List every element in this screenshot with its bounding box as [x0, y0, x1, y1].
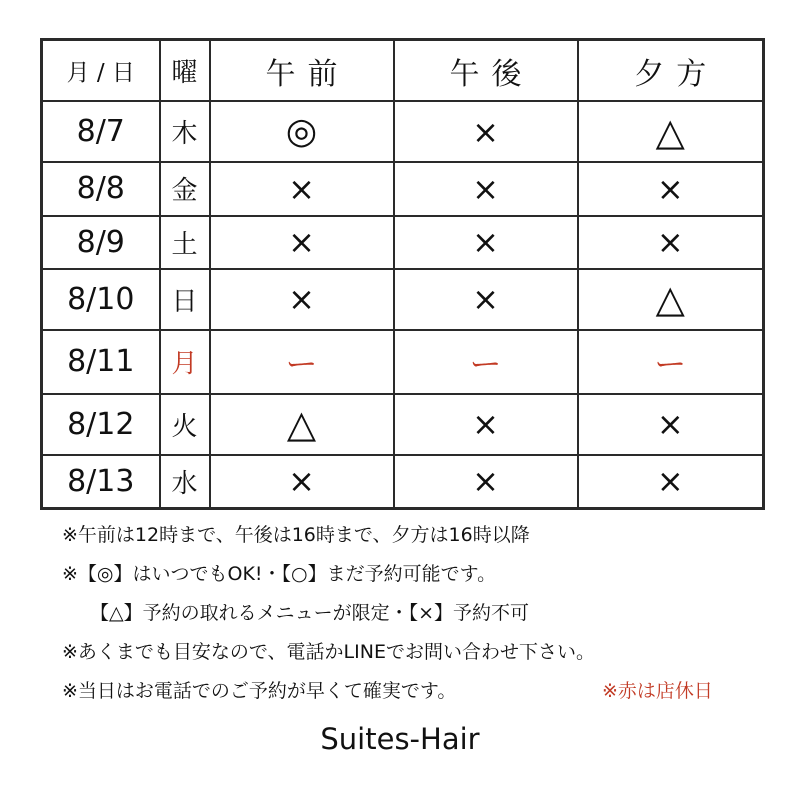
- afternoon-availability: ×: [394, 216, 578, 269]
- morning-availability: ×: [210, 269, 394, 330]
- table-header-row: [42, 40, 764, 102]
- evening-availability: ー: [578, 330, 764, 394]
- note-time-ranges: ※午前は12時まで、午後は16時まで、夕方は16時以降: [62, 524, 530, 546]
- evening-availability: △: [578, 269, 764, 330]
- row-date: 8/9: [42, 216, 160, 269]
- reservation-schedule-table: [40, 38, 765, 510]
- morning-availability: ×: [210, 162, 394, 215]
- evening-availability: ×: [578, 216, 764, 269]
- row-date: 8/11: [42, 330, 160, 394]
- afternoon-availability: ×: [394, 269, 578, 330]
- afternoon-availability: ×: [394, 162, 578, 215]
- row-date: 8/7: [42, 101, 160, 162]
- morning-availability: ×: [210, 216, 394, 269]
- row-day-of-week: 土: [160, 216, 210, 269]
- notes-section: [62, 516, 762, 711]
- table-row: [42, 216, 764, 269]
- row-day-of-week: 火: [160, 394, 210, 455]
- salon-name: Suites-Hair: [320, 722, 480, 756]
- note-same-day-text: ※当日はお電話でのご予約が早くて確実です。: [62, 680, 457, 702]
- table-row: [42, 101, 764, 162]
- morning-availability: △: [210, 394, 394, 455]
- row-day-of-week: 月: [160, 330, 210, 394]
- header-day-of-week: 曜: [160, 40, 210, 102]
- afternoon-availability: ×: [394, 394, 578, 455]
- row-date: 8/12: [42, 394, 160, 455]
- evening-availability: △: [578, 101, 764, 162]
- header-date: 月 / 日: [42, 40, 160, 102]
- row-date: 8/13: [42, 455, 160, 509]
- header-evening: 夕方: [578, 40, 764, 102]
- header-morning: 午前: [210, 40, 394, 102]
- table-row: [42, 162, 764, 215]
- afternoon-availability: ×: [394, 455, 578, 509]
- row-date: 8/8: [42, 162, 160, 215]
- table-row-closed-day: [42, 330, 764, 394]
- row-day-of-week: 木: [160, 101, 210, 162]
- afternoon-availability: ×: [394, 101, 578, 162]
- morning-availability: ×: [210, 455, 394, 509]
- afternoon-availability: ー: [394, 330, 578, 394]
- evening-availability: ×: [578, 394, 764, 455]
- note-symbol-legend: ※【◎】はいつでもOK!・【○】まだ予約可能です。: [62, 563, 497, 585]
- header-afternoon: 午後: [394, 40, 578, 102]
- row-day-of-week: 日: [160, 269, 210, 330]
- evening-availability: ×: [578, 455, 764, 509]
- table-row: [42, 455, 764, 509]
- row-date: 8/10: [42, 269, 160, 330]
- row-day-of-week: 金: [160, 162, 210, 215]
- closed-day-note: ※赤は店休日: [602, 680, 713, 702]
- row-day-of-week: 水: [160, 455, 210, 509]
- morning-availability: ◎: [210, 101, 394, 162]
- note-symbol-legend-2: 【△】予約の取れるメニューが限定・【×】予約不可: [90, 602, 530, 624]
- morning-availability: ー: [210, 330, 394, 394]
- table-row: [42, 269, 764, 330]
- evening-availability: ×: [578, 162, 764, 215]
- note-contact: ※あくまでも目安なので、電話かLINEでお問い合わせ下さい。: [62, 641, 595, 663]
- note-same-day: [62, 672, 762, 711]
- table-row: [42, 394, 764, 455]
